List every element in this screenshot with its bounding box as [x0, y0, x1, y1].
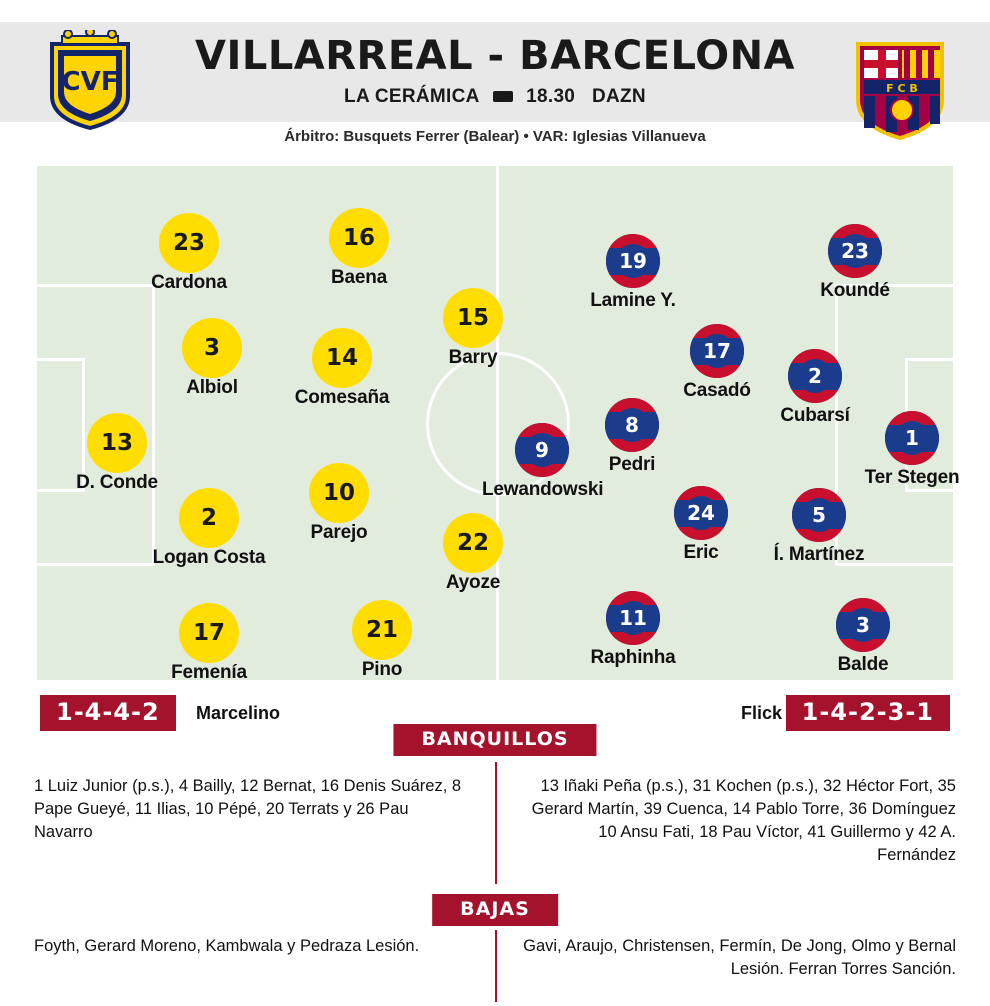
player-name: Femenía [171, 662, 247, 683]
player-number-badge [312, 466, 366, 520]
player-marker[interactable] [573, 234, 693, 312]
player-number-badge [606, 234, 660, 288]
home-coach: Marcelino [196, 703, 281, 723]
player-marker[interactable] [641, 486, 761, 564]
player-number-badge [836, 598, 890, 652]
player-name: Balde [837, 654, 889, 675]
player-name: Pino [361, 659, 403, 680]
player-marker[interactable] [279, 466, 399, 544]
player-number-badge [674, 486, 728, 540]
player-number-badge [315, 331, 369, 385]
player-number-badge [690, 324, 744, 378]
player-name: Baena [330, 267, 388, 288]
player-marker[interactable] [657, 324, 777, 402]
bench-divider [495, 762, 497, 884]
player-number-badge [446, 291, 500, 345]
player-number: 9 [525, 433, 559, 467]
player-number: 23 [172, 230, 205, 256]
pitch [34, 163, 960, 683]
player-number-badge [90, 416, 144, 470]
player-number-badge [182, 606, 236, 660]
player-name: Parejo [310, 522, 368, 543]
player-number-badge [182, 491, 236, 545]
player-number-badge [515, 423, 569, 477]
broadcaster-label: DAZN [591, 86, 646, 107]
player-number: 5 [802, 498, 836, 532]
player-number-badge [355, 603, 409, 657]
player-name: D. Conde [76, 472, 158, 493]
player-number: 3 [846, 608, 880, 642]
player-number-badge [885, 411, 939, 465]
player-name: Barry [448, 347, 498, 368]
player-name: Comesaña [294, 387, 390, 408]
home-formation: 1-4-4-2 [40, 695, 176, 731]
home-bench-list: 1 Luiz Junior (p.s.), 4 Bailly, 12 Bernat, 16 Denis Suárez, 8 Pape Gueyé, 11 Ilias, 10 Pépé, 20 Terrats y 26 Pau Navarro [34, 777, 462, 841]
away-bench-list: 13 Iñaki Peña (p.s.), 31 Kochen (p.s.), 32 Héctor Fort, 35 Gerard Martín, 39 Cuenca, 14 Pablo Torre, 36 Domínguez 10 Ansu Fati, 18 Pau Víctor, 41 Guillermo y 42 A. Fernández [531, 777, 956, 864]
player-number-badge [606, 591, 660, 645]
player-marker[interactable] [759, 488, 879, 566]
player-number: 1 [895, 421, 929, 455]
player-name: Casadó [683, 380, 751, 401]
player-marker[interactable] [152, 321, 272, 399]
player-marker[interactable] [573, 591, 693, 669]
kickoff-time: 18.30 [526, 86, 576, 107]
absences-divider [495, 930, 497, 1002]
player-name: Cardona [151, 272, 227, 293]
player-number-badge [332, 211, 386, 265]
player-number-badge [788, 349, 842, 403]
player-name: Lamine Y. [590, 290, 676, 311]
player-number: 22 [456, 530, 489, 556]
away-absences-list: Gavi, Araujo, Christensen, Fermín, De Jong, Olmo y Bernal Lesión. Ferran Torres Sanción. [523, 937, 956, 978]
player-marker[interactable] [413, 291, 533, 369]
match-subtitle [0, 86, 990, 108]
referee-line: Árbitro: Busquets Ferrer (Balear) • VAR: Iglesias Villanueva [284, 128, 706, 145]
player-name: Ayoze [445, 572, 501, 593]
player-marker[interactable] [149, 491, 269, 569]
player-name: Koundé [820, 280, 890, 301]
away-formation: 1-4-2-3-1 [786, 695, 950, 731]
player-number-badge [792, 488, 846, 542]
player-name: Cubarsí [780, 405, 850, 426]
player-name: Í. Martínez [773, 544, 865, 565]
player-number: 3 [203, 335, 220, 361]
header [0, 0, 990, 160]
player-number: 23 [838, 234, 872, 268]
player-marker[interactable] [299, 211, 419, 289]
player-number: 17 [700, 334, 734, 368]
page-title: VILLARREAL - BARCELONA [194, 33, 796, 79]
player-name: Pedri [608, 454, 656, 475]
player-name: Eric [683, 542, 719, 563]
player-number-badge [162, 216, 216, 270]
player-name: Albiol [186, 377, 238, 398]
player-name: Lewandowski [482, 479, 604, 500]
player-number-badge [446, 516, 500, 570]
home-absences-list: Foyth, Gerard Moreno, Kambwala y Pedraza Lesión. [34, 937, 420, 955]
player-number: 8 [615, 408, 649, 442]
player-number: 16 [342, 225, 375, 251]
player-number: 19 [616, 244, 650, 278]
player-number-badge [185, 321, 239, 375]
player-number: 15 [456, 305, 489, 331]
player-marker[interactable] [322, 603, 442, 681]
absences-section-label: BAJAS [432, 894, 558, 926]
venue-label: LA CERÁMICA [344, 86, 479, 107]
player-number: 24 [684, 496, 718, 530]
player-number: 17 [192, 620, 225, 646]
player-marker[interactable] [149, 606, 269, 684]
player-marker[interactable] [413, 516, 533, 594]
player-marker[interactable] [57, 416, 177, 494]
player-number-badge [828, 224, 882, 278]
player-marker[interactable] [129, 216, 249, 294]
tv-icon [493, 91, 513, 102]
player-marker[interactable] [803, 598, 923, 676]
player-number: 2 [200, 505, 217, 531]
svg-text:CVF: CVF [61, 67, 119, 97]
away-coach: Flick [740, 703, 782, 723]
player-number: 13 [100, 430, 133, 456]
player-number: 21 [365, 617, 398, 643]
player-marker[interactable] [795, 224, 915, 302]
bench-section-label: BANQUILLOS [393, 724, 596, 756]
player-number-badge [605, 398, 659, 452]
svg-text:F C B: F C B [886, 82, 918, 95]
player-marker[interactable] [282, 331, 402, 409]
player-number: 14 [325, 345, 358, 371]
player-number: 10 [322, 480, 355, 506]
player-name: Ter Stegen [864, 467, 960, 488]
player-number: 11 [616, 601, 650, 635]
player-marker[interactable] [482, 423, 602, 501]
player-name: Raphinha [590, 647, 676, 668]
player-number: 2 [798, 359, 832, 393]
player-name: Logan Costa [152, 547, 266, 568]
